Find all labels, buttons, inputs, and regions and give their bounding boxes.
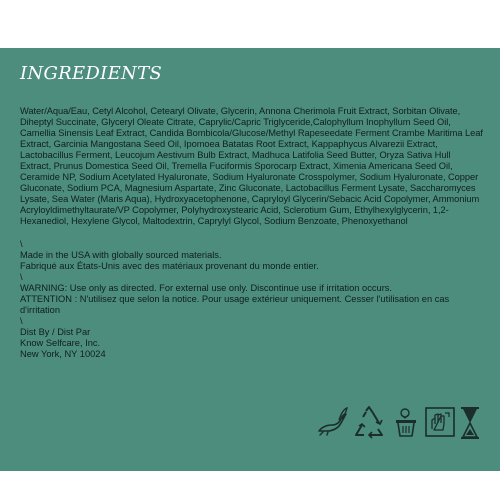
company-address: New York, NY 10024 (20, 348, 106, 359)
symbol-row (315, 405, 485, 443)
company-name: Know Selfcare, Inc. (20, 337, 101, 348)
recycle-bin-icon (389, 405, 423, 439)
ingredients-panel (0, 48, 500, 471)
warning-english: WARNING: Use only as directed. For external use only. Discontinue use if irritation occurs. (20, 282, 393, 293)
label-body (20, 106, 483, 360)
spacer (20, 228, 483, 239)
warning-french: ATTENTION : N'utilisez que selon la notice. Pour usage extérieur uniquement. Cesser l'utilisation en cas d'irritation (20, 293, 450, 315)
made-in-french: Fabriqué aux États-Unis avec des matériaux provenant du monde entier. (20, 260, 319, 271)
cruelty-free-rabbit-icon (315, 405, 349, 439)
separator: \ (20, 271, 23, 282)
separator: \ (20, 238, 23, 249)
recycle-icon (352, 405, 386, 439)
separator: \ (20, 315, 23, 326)
ingredients-list: Water/Aqua/Eau, Cetyl Alcohol, Cetearyl Olivate, Glycerin, Annona Cherimola Fruit Extract, Sorbitan Olivate, Diheptyl Succinate, Glyceryl Oleate Citrate, Caprylic/Capric Triglyceride,Calophyllum Inophyllum Seed Oil, Camellia Sinensis Leaf Extract, Candida Bombicola/Glucose/Methyl Rapeseedate Ferment Crambe Maritima Leaf Extract, Garcinia Mangostana Seed Oil, Ipomoea Batatas Root Extract, Kappaphycus Alvarezii Extract, Lactobacillus Ferment, Leucojum Aestivum Bulb Extract, Madhuca Latifolia Seed Butter, Oryza Sativa Hull Extract, Prunus Domestica Seed Oil, Tremella Fuciformis Sporocarp Extract, Ximenia Americana Seed Oil, Ceramide NP, Sodium Acetylated Hyaluronate, Sodium Hyaluronate Crosspolymer, Sodium Hyaluronate, Copper Gluconate, Sodium PCA, Magnesium Aspartate, Zinc Gluconate, Lactobacillus Ferment Lysate, Saccharomyces Lysate, Sea Water (Maris Aqua), Hydroxyacetophenone, Capryloyl Glycerin/Sebacic Acid Copolymer, Ammonium Acryloyldimethyltaurate/VP Copolymer, Polyhydroxystearic Acid, Sclerotium Gum, Ethylhexylglycerin, 1,2-Hexanediol, Hexylene Glycol, Maltodextrin, Caprylyl Glycol, Sodium Benzoate, Phenoxyethanol (20, 106, 483, 227)
distributor-label: Dist By / Dist Par (20, 326, 91, 337)
hourglass-icon (456, 405, 484, 441)
hand-recycle-icon (423, 405, 457, 439)
made-in-english: Made in the USA with globally sourced materials. (20, 249, 222, 260)
ingredients-title: INGREDIENTS (20, 63, 163, 84)
